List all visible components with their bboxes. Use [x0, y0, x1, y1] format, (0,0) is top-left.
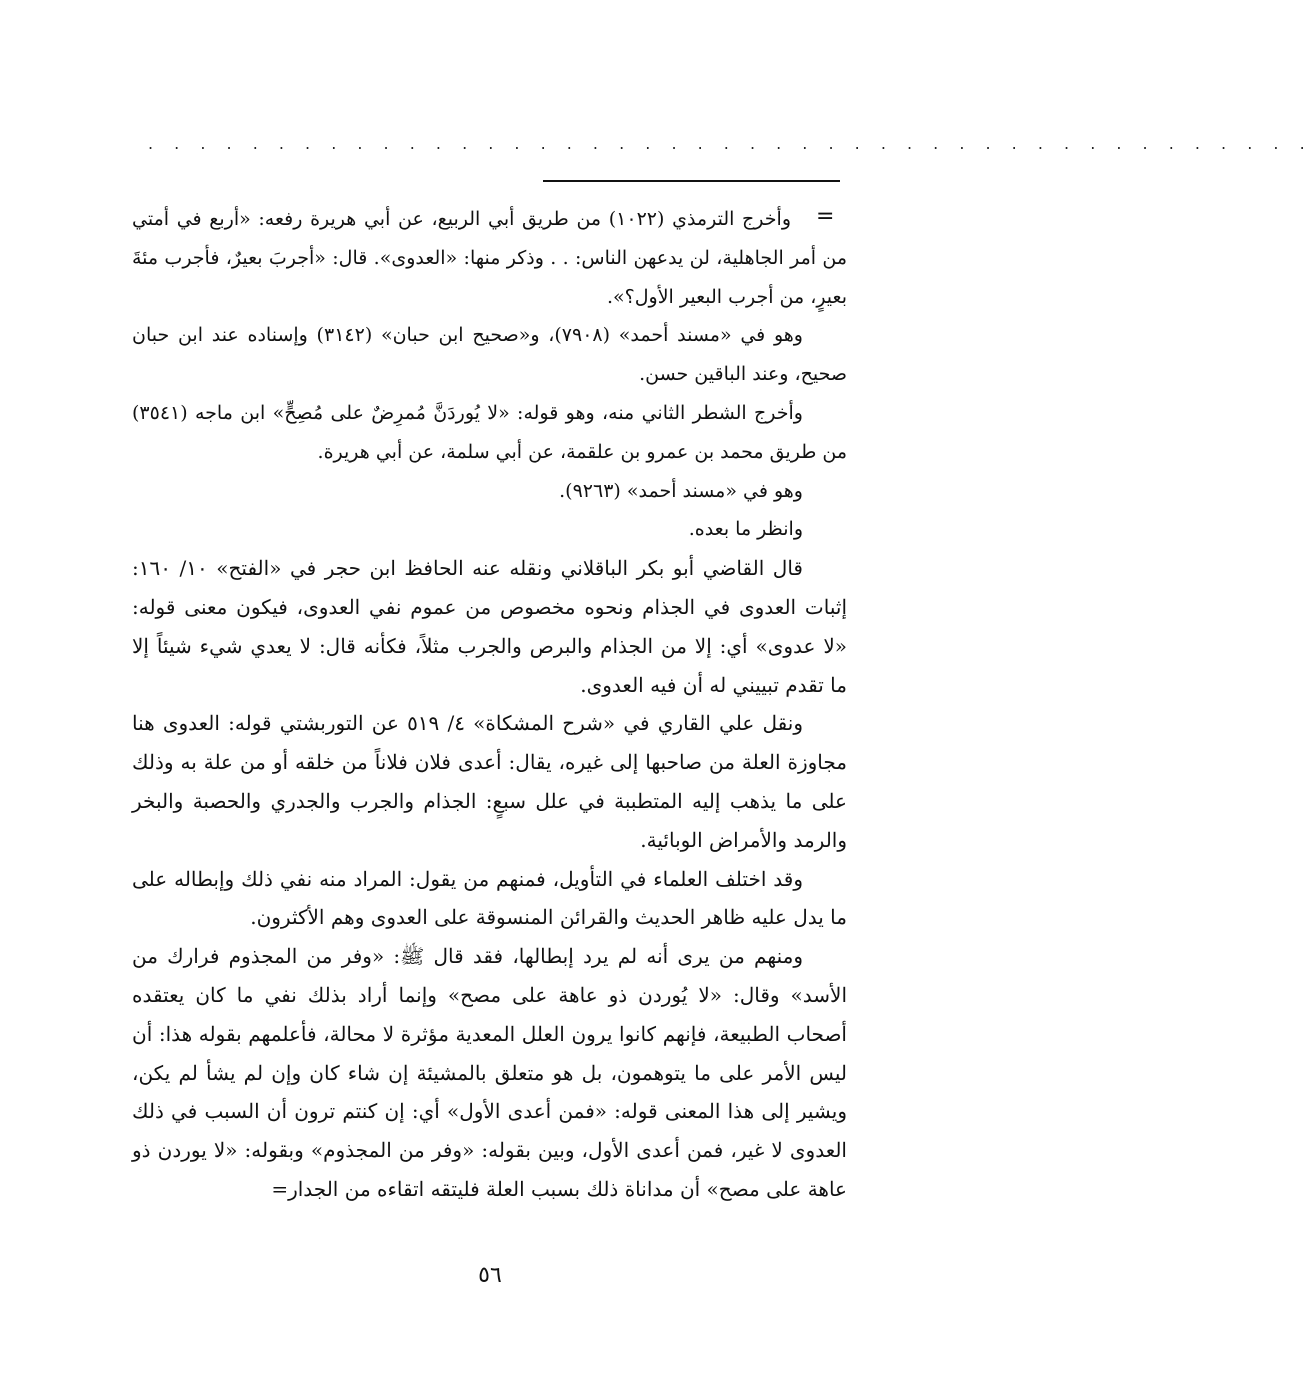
separator-dots: . . . . . . . . . . . . . . . . . . . . . . . . . . . . . . . . . . . . . . . . . . . . .	[148, 134, 1313, 153]
body-paragraph-3: وقد اختلف العلماء في التأويل، فمنهم من يقول: المراد منه نفي ذلك وإبطاله على ما يدل عليه ظاهر الحديث والقرائن المنسوقة على العدوى وهم الأكثرون.	[132, 866, 847, 930]
footnote-paragraph-2: وهو في «مسند أحمد» (٧٩٠٨)، و«صحيح ابن حبان» (٣١٤٢) وإسناده عند ابن حبان صحيح، وعند الباقين حسن.	[132, 324, 847, 386]
continuation-mark: =	[816, 204, 835, 229]
footnote-rule	[543, 180, 840, 182]
page-body	[132, 200, 847, 1209]
footnote-paragraph-1: وأخرج الترمذي (١٠٢٢) من طريق أبي الربيع، عن أبي هريرة رفعه: «أربع في أمتي من أمر الجاهلية، لن يدعهن الناس: . . وذكر منها: «العدوى». قال: «أجربَ بعيرٌ، فأجرب مئةَ بعيرٍ، من أجرب البعير الأول؟».	[132, 208, 847, 308]
body-paragraph-1: قال القاضي أبو بكر الباقلاني ونقله عنه الحافظ ابن حجر في «الفتح» ١٠/ ١٦٠: إثبات العدوى في الجذام ونحوه مخصوص من عموم نفي العدوى، فيكون معنى قوله: «لا عدوى» أي: إلا من الجذام والبرص والجرب مثلاً، فكأنه قال: لا يعدي شيء شيئاً إلا ما تقدم تبييني له أن فيه العدوى.	[132, 556, 847, 697]
footnote-paragraph-3: وأخرج الشطر الثاني منه، وهو قوله: «لا يُوردَنَّ مُمرِضٌ على مُصِحٍّ» ابن ماجه (٣٥٤١) من طريق محمد بن عمرو بن علقمة، عن أبي سلمة، عن أبي هريرة.	[132, 401, 847, 463]
page-number: ٥٦	[478, 1263, 502, 1288]
body-paragraph-4: ومنهم من يرى أنه لم يرد إبطالها، فقد قال ﷺ: «وفر من المجذوم فرارك من الأسد» وقال: «لا يُوردن ذو عاهة على مصح» وإنما أراد بذلك نفي ما كان يعتقده أصحاب الطبيعة، فإنهم كانوا يرون العلل المعدية مؤثرة لا محالة، فأعلمهم بقوله هذا: أن ليس الأمر على ما يتوهمون، بل هو متعلق بالمشيئة إن شاء كان وإن لم يشأ لم يكن، ويشير إلى هذا المعنى قوله: «فمن أعدى الأول» أي: إن كنتم ترون أن السبب في ذلك العدوى لا غير، فمن أعدى الأول، وبين بقوله: «وفر من المجذوم» وبقوله: «لا يوردن ذو عاهة على مصح» أن مداناة ذلك بسبب العلة فليتقه اتقاءه من الجدار=	[132, 944, 847, 1201]
footnote-paragraph-5: وانظر ما بعده.	[688, 518, 803, 541]
body-paragraph-2: ونقل علي القاري في «شرح المشكاة» ٤/ ٥١٩ عن التوربشتي قوله: العدوى هنا مجاوزة العلة من صاحبها إلى غيره، يقال: أعدى فلان فلاناً من خلقه أو من علة به وذلك على ما يذهب إليه المتطببة في علل سبعٍ: الجذام والجرب والجدري والحصبة والبخر والرمد والأمراض الوبائية.	[132, 711, 847, 852]
footnote-paragraph-4: وهو في «مسند أحمد» (٩٢٦٣).	[559, 479, 803, 502]
